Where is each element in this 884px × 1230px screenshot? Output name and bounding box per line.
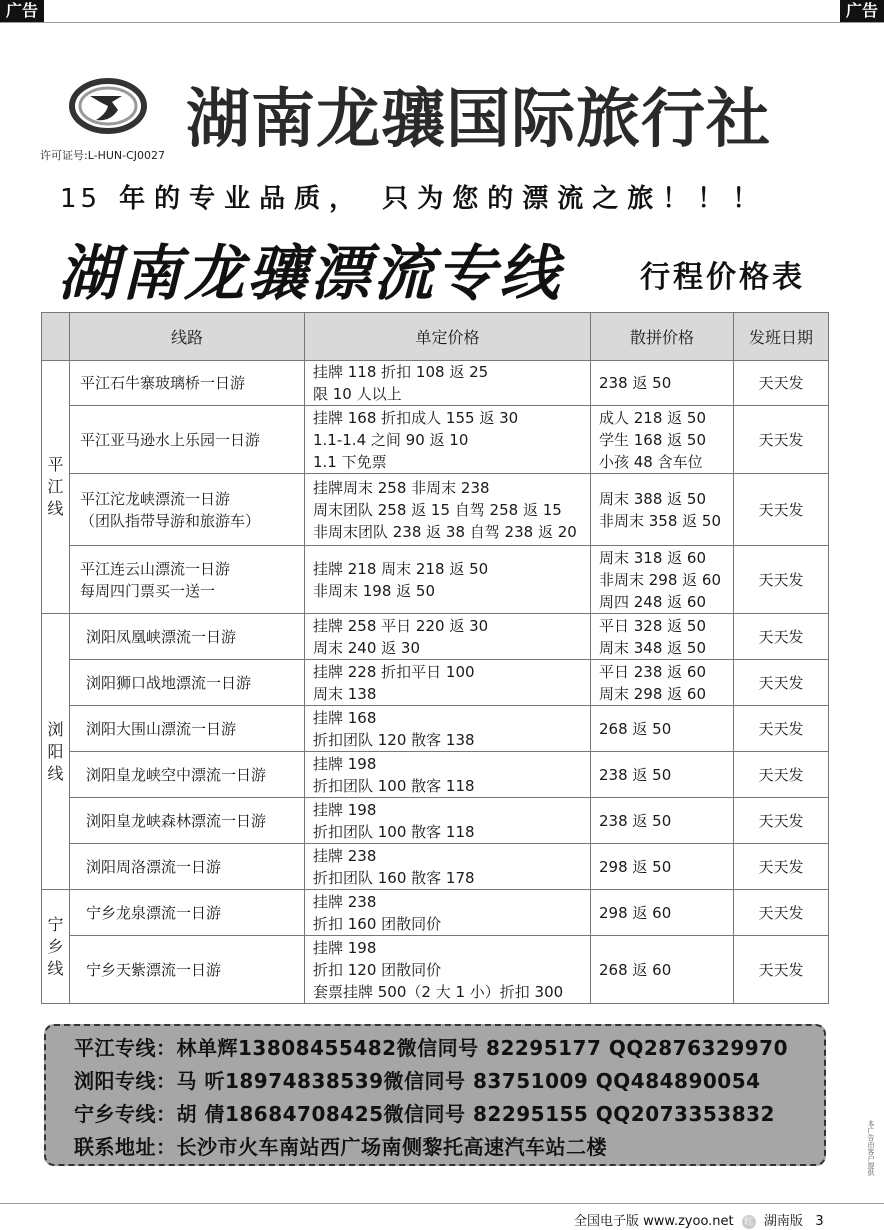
single-price-cell: [305, 361, 591, 406]
footer-edition: 湖南版: [763, 1214, 803, 1229]
agency-logo-icon: [66, 76, 148, 138]
region-char: 线: [47, 958, 64, 978]
departure-cell: 天天发: [734, 361, 829, 406]
agency-name: 湖南龙骧国际旅行社: [186, 83, 771, 157]
page-footer: [574, 1210, 824, 1229]
single-price-cell: [305, 660, 591, 706]
route-cell: [70, 936, 305, 1004]
group-price-cell: [591, 660, 734, 706]
single-price-cell-line: 挂牌 168 折扣成人 155 返 30: [313, 408, 519, 427]
single-price-cell-line: 1.1-1.4 之间 90 返 10: [313, 430, 469, 449]
single-price-cell: [305, 890, 591, 936]
table-row: [42, 890, 829, 936]
region-label: [42, 890, 70, 1004]
single-price-cell-line: 折扣 160 团散同价: [313, 914, 442, 933]
route-cell-line: 平江沱龙峡漂流一日游: [80, 489, 231, 508]
route-cell: [70, 614, 305, 660]
group-price-cell-line: 238 返 50: [599, 374, 672, 392]
group-price-cell-line: 周末 388 返 50: [599, 489, 707, 508]
departure-cell: 天天发: [734, 660, 829, 706]
single-price-cell-line: 限 10 人以上: [313, 385, 402, 403]
route-cell: [70, 844, 305, 890]
single-price-cell-line: 折扣团队 100 散客 118: [313, 776, 475, 795]
group-price-cell-line: 周四 248 返 60: [599, 592, 707, 611]
table-row: [42, 406, 829, 474]
single-price-cell-line: 挂牌 238: [313, 846, 377, 865]
single-price-cell: [305, 844, 591, 890]
departure-cell: 天天发: [734, 890, 829, 936]
ad-tag-right: 广告: [840, 0, 884, 22]
page-number: 3: [815, 1214, 824, 1229]
table-row: [42, 660, 829, 706]
single-price-cell: [305, 936, 591, 1004]
group-price-cell: [591, 546, 734, 614]
group-price-cell: [591, 474, 734, 546]
region-char: 线: [47, 499, 64, 518]
single-price-cell-line: 挂牌 168: [313, 708, 377, 727]
group-price-cell-line: 268 返 60: [599, 960, 672, 979]
group-price-cell-line: 学生 168 返 50: [599, 430, 707, 449]
single-price-cell-line: 周末 138: [313, 684, 377, 703]
single-price-cell-line: 周末 240 返 30: [313, 638, 421, 657]
single-price-cell-line: 非周末团队 238 返 38 自驾 238 返 20: [313, 522, 577, 541]
route-cell-line: （团队指带导游和旅游车）: [80, 511, 261, 530]
single-price-cell: [305, 546, 591, 614]
route-cell: [70, 752, 305, 798]
table-row: [42, 614, 829, 660]
route-cell: [70, 546, 305, 614]
single-price-cell-line: 挂牌 118 折扣 108 返 25: [313, 363, 489, 381]
group-price-cell: [591, 936, 734, 1004]
route-cell-line: 每周四门票买一送一: [80, 581, 216, 600]
region-char: 宁: [47, 914, 64, 934]
group-price-cell-line: 268 返 50: [599, 719, 672, 738]
departure-cell: 天天发: [734, 546, 829, 614]
header-route: 线路: [70, 313, 305, 361]
slogan-text: 年的专业品质， 只为您的漂流之旅！！！: [119, 184, 768, 214]
table-row: [42, 474, 829, 546]
group-price-cell-line: 成人 218 返 50: [599, 408, 707, 427]
header-single-price: 单定价格: [305, 313, 591, 361]
group-price-cell-line: 周末 348 返 50: [599, 638, 707, 657]
group-price-cell: [591, 844, 734, 890]
contact-address: 联系地址：长沙市火车南站西广场南侧黎托高速汽车站二楼: [74, 1135, 607, 1159]
rafting-line-title: 湖南龙骧漂流专线: [58, 239, 562, 309]
single-price-cell-line: 挂牌 218 周末 218 返 50: [313, 559, 489, 578]
single-price-cell: [305, 474, 591, 546]
route-cell: [70, 798, 305, 844]
region-label: [42, 361, 70, 614]
single-price-cell: [305, 752, 591, 798]
region-char: 线: [47, 763, 64, 783]
single-price-cell-line: 挂牌 198: [313, 754, 377, 773]
table-row: [42, 361, 829, 406]
single-price-cell-line: 挂牌周末 258 非周末 238: [313, 478, 490, 497]
route-cell: [70, 890, 305, 936]
route-cell: [70, 474, 305, 546]
license-number: 许可证号:L-HUN-CJ0027: [40, 149, 166, 162]
bottom-rule: [0, 1203, 884, 1204]
single-price-cell-line: 挂牌 198: [313, 938, 377, 957]
departure-cell: 天天发: [734, 614, 829, 660]
contact-pingjiang: 平江专线：林单辉13808455482微信同号 82295177 QQ2876329970: [74, 1036, 788, 1060]
route-cell-line: 浏阳皇龙峡森林漂流一日游: [86, 811, 267, 830]
region-char: 阳: [47, 741, 64, 761]
route-cell: [70, 361, 305, 406]
side-note: 本广告由客户提供: [867, 1120, 875, 1176]
route-cell-line: 平江石牛寨玻璃桥一日游: [80, 374, 246, 392]
table-row: [42, 752, 829, 798]
ad-tag-left: 广告: [0, 0, 44, 22]
single-price-cell-line: 挂牌 228 折扣平日 100: [313, 662, 475, 681]
route-cell-line: 浏阳凤凰峡漂流一日游: [86, 627, 237, 646]
contact-liuyang: 浏阳专线：马 听18974838539微信同号 83751009 QQ484890054: [74, 1069, 761, 1093]
group-price-cell-line: 238 返 50: [599, 811, 672, 830]
single-price-cell: [305, 406, 591, 474]
table-row: [42, 798, 829, 844]
route-cell-line: 平江连云山漂流一日游: [80, 559, 231, 578]
table-body: [42, 361, 829, 1004]
single-price-cell-line: 挂牌 258 平日 220 返 30: [313, 616, 489, 635]
route-cell-line: 宁乡天紫漂流一日游: [86, 960, 222, 979]
route-cell-line: 宁乡龙泉漂流一日游: [86, 903, 222, 922]
price-table-title: 行程价格表: [640, 260, 805, 295]
group-price-cell: [591, 614, 734, 660]
route-cell-line: 浏阳周洛漂流一日游: [86, 857, 222, 876]
table-header-row: [42, 313, 829, 361]
single-price-cell-line: 折扣团队 100 散客 118: [313, 822, 475, 841]
single-price-cell-line: 折扣团队 120 散客 138: [313, 730, 475, 749]
single-price-cell-line: 非周末 198 返 50: [313, 581, 436, 600]
contact-ningxiang: 宁乡专线：胡 倩18684708425微信同号 82295155 QQ2073353832: [74, 1102, 775, 1126]
group-price-cell: [591, 706, 734, 752]
departure-cell: 天天发: [734, 936, 829, 1004]
group-price-cell-line: 298 返 60: [599, 903, 672, 922]
footer-badge-icon: 红: [742, 1215, 756, 1229]
header-group-price: 散拼价格: [591, 313, 734, 361]
group-price-cell: [591, 798, 734, 844]
region-char: 乡: [47, 936, 64, 956]
single-price-cell-line: 折扣团队 160 散客 178: [313, 868, 475, 887]
table-row: [42, 936, 829, 1004]
departure-cell: 天天发: [734, 752, 829, 798]
header-region: [42, 313, 70, 361]
group-price-cell: [591, 406, 734, 474]
group-price-cell-line: 非周末 358 返 50: [599, 511, 722, 530]
header-departure: 发班日期: [734, 313, 829, 361]
region-label: [42, 614, 70, 890]
table-row: [42, 844, 829, 890]
departure-cell: 天天发: [734, 474, 829, 546]
route-cell: [70, 660, 305, 706]
single-price-cell-line: 周末团队 258 返 15 自驾 258 返 15: [313, 500, 562, 519]
single-price-cell-line: 挂牌 198: [313, 800, 377, 819]
footer-site: 全国电子版 www.zyoo.net: [574, 1214, 734, 1229]
departure-cell: 天天发: [734, 406, 829, 474]
group-price-cell: [591, 752, 734, 798]
route-cell-line: 浏阳皇龙峡空中漂流一日游: [86, 765, 267, 784]
region-char: 浏: [47, 719, 64, 739]
top-rule: [0, 22, 884, 23]
table-row: [42, 706, 829, 752]
route-cell: [70, 406, 305, 474]
group-price-cell-line: 周末 318 返 60: [599, 548, 707, 567]
single-price-cell-line: 套票挂牌 500（2 大 1 小）折扣 300: [313, 982, 564, 1001]
price-table: [41, 312, 829, 1004]
single-price-cell: [305, 614, 591, 660]
departure-cell: 天天发: [734, 706, 829, 752]
table-row: [42, 546, 829, 614]
single-price-cell: [305, 798, 591, 844]
region-char: 平: [47, 455, 64, 474]
route-cell-line: 浏阳狮口战地漂流一日游: [86, 673, 252, 692]
single-price-cell-line: 挂牌 238: [313, 892, 377, 911]
region-char: 江: [47, 477, 64, 496]
group-price-cell-line: 非周末 298 返 60: [599, 570, 722, 589]
single-price-cell-line: 1.1 下免票: [313, 452, 387, 471]
slogan-years: 15: [60, 184, 102, 214]
route-cell-line: 平江亚马逊水上乐园一日游: [80, 430, 261, 449]
departure-cell: 天天发: [734, 844, 829, 890]
group-price-cell-line: 238 返 50: [599, 765, 672, 784]
group-price-cell-line: 平日 238 返 60: [599, 662, 707, 681]
contact-box: [44, 1024, 826, 1166]
single-price-cell: [305, 706, 591, 752]
single-price-cell-line: 折扣 120 团散同价: [313, 960, 442, 979]
slogan: [60, 178, 850, 215]
group-price-cell: [591, 890, 734, 936]
group-price-cell-line: 小孩 48 含车位: [599, 452, 703, 471]
route-cell-line: 浏阳大围山漂流一日游: [86, 719, 237, 738]
group-price-cell-line: 平日 328 返 50: [599, 616, 707, 635]
group-price-cell-line: 周末 298 返 60: [599, 684, 707, 703]
group-price-cell-line: 298 返 50: [599, 857, 672, 876]
route-cell: [70, 706, 305, 752]
group-price-cell: [591, 361, 734, 406]
departure-cell: 天天发: [734, 798, 829, 844]
